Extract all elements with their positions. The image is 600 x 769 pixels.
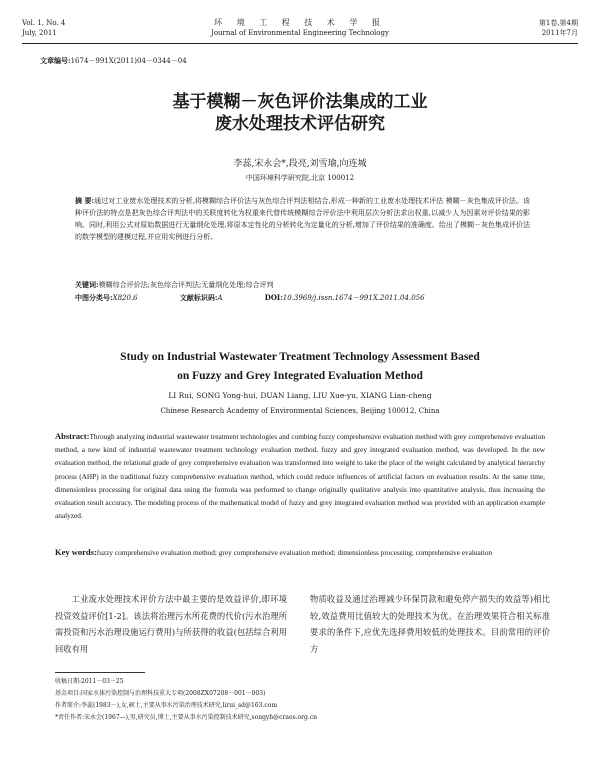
doc-label: 文献标识码:: [179, 293, 218, 302]
abstract-cn: [75, 195, 530, 243]
title-cn-line2: 废水处理技术评估研究: [215, 114, 385, 134]
title-cn-line1: 基于模糊－灰色评价法集成的工业: [172, 92, 428, 112]
header-rule: [22, 43, 578, 44]
authors-cn: 李蕊,宋永会*,段亮,刘雪瑜,向连城: [233, 159, 367, 169]
date-cn: 2011年7月: [541, 29, 578, 37]
keywords-cn-label: 关键词:: [75, 280, 99, 289]
abstract-en-label: Abstract:: [55, 431, 90, 441]
title-en-line2: on Fuzzy and Grey Integrated Evaluation Method: [177, 370, 423, 382]
body-column-right: 物质收益及通过治理减少环保罚款和避免停产损失的效益等)相比较,效益费用比值较大的处理技术为优。在治理效果符合相关标准要求的条件下,应优先选择费用较低的处理技术。目前常用的评价方: [310, 594, 550, 654]
doi: [265, 294, 425, 302]
keywords-en-label: Key words:: [55, 547, 97, 557]
article-number-value: 1674－991X(2011)04－0344－04: [70, 57, 187, 65]
body-column-left: 工业废水处理技术评价方法中最主要的是效益评价,即环境投资效益评价[1-2]。该法将治理污水所花费的代价(污水治理所需投资和污水治理设施运行费用)与所获得的收益(包括综合利用回收有用: [55, 594, 287, 654]
title-en-line1: Study on Industrial Wastewater Treatment Technology Assessment Based: [120, 351, 480, 363]
footnotes: [55, 676, 555, 724]
doc-value: A: [217, 294, 223, 302]
abstract-en-text: Through analyzing industrial wastewater treatment technologies and combing fuzzy comprehensive evaluation method with grey comprehensive evaluation method, a new kind of industrial wastewater treatment technology evaluation method, fuzzy and grey integrated evaluation method, was developed. In the new evaluation method, the relational grade of grey comprehensive evaluation was transformed into weight to take the place of the weight calculated by analytical hierarchy process (AHP) in the traditional fuzzy comprehensive evaluation method, which could reduce influences of artificial factors on evaluation results. At the same time, dimensionless processing for original data using the formula was performed to change originally qualitative analysis into quantitative analysis, thus increasing the evaluation result accuracy. The modeling process of the mathematical model of fuzzy and grey integrated evaluation method was provided with an application example analyzed.: [55, 432, 545, 521]
title-en: [40, 348, 560, 386]
abstract-cn-label: 摘 要:: [75, 196, 95, 205]
doi-label: DOI:: [264, 293, 283, 302]
document-code: [180, 294, 223, 302]
date-en: July, 2011: [22, 29, 57, 37]
footnote-rule: [55, 672, 145, 673]
clc-number: [75, 294, 138, 302]
clc-value: X820.6: [112, 294, 138, 302]
keywords-en-text: fuzzy comprehensive evaluation method; grey comprehensive evaluation method; dimensionless processing; comprehensive evaluation: [96, 548, 493, 557]
keywords-cn-text: 模糊综合评价法;灰色综合评判法;无量纲化处理;综合评判: [98, 281, 274, 289]
classification-cn: [75, 292, 530, 304]
affiliation-en: Chinese Research Academy of Environmental Sciences, Beijing 100012, China: [160, 407, 440, 415]
affiliation-cn: 中国环境科学研究院,北京 100012: [245, 174, 355, 182]
volume-issue-en: Vol. 1, No. 4: [22, 19, 66, 27]
article-number: [40, 56, 187, 66]
journal-name-cn: 环 境 工 程 技 术 学 报: [214, 18, 386, 27]
authors-en: LI Rui, SONG Yong-hui, DUAN Liang, LIU Xue-yu, XIANG Lian-cheng: [168, 391, 432, 400]
keywords-en: [55, 546, 545, 559]
footnote-corresponding: *责任作者:宋永会(1967—),男,研究员,博士,主要从事水污染控制技术研究,songyh@craes.org.cn: [55, 714, 317, 721]
article-number-label: 文章编号:: [40, 56, 71, 65]
doi-value: 10.3969/j.issn.1674－991X.2011.04.056: [282, 294, 425, 302]
running-header-center: [150, 18, 450, 38]
keywords-cn: [75, 279, 530, 291]
abstract-en: [55, 430, 545, 522]
footnote-fund: 基金项目:国家水体污染控制与治理科技重大专项(2008ZX07208－001－003): [55, 690, 266, 697]
journal-name-en: Journal of Environmental Engineering Technology: [211, 29, 389, 37]
title-cn: [60, 91, 540, 135]
footnote-author: 作者简介:李蕊(1983－),女,硕士,主要从事水污染治理技术研究,lirui_sd@163.com: [55, 702, 278, 709]
volume-issue-cn: 第1卷,第4期: [538, 19, 578, 27]
running-header-left: [22, 18, 132, 38]
abstract-cn-text: 通过对工业废水处理技术的分析,将模糊综合评价法与灰色综合评判法相结合,形成一种新的工业废水处理技术评估 模糊－灰色集成评价法。该种评价法的特点是把灰色综合评判法中的关联度转化为权重来代替传统模糊综合评价法中利用层次分析法求出权重,以减少人为因素对评价结果的影响。同时,利用公式对原始数据进行无量纲化处理,将原本定性化的分析转化为定量化的分析,增加了评价结果的准确度。给出了模糊－灰色集成评价法的数学模型的建模过程,并应用实例进行分析。: [75, 197, 530, 241]
footnote-received: 收稿日期:2011－03－25: [55, 678, 124, 685]
clc-label: 中图分类号:: [75, 293, 113, 302]
running-header-right: [468, 18, 578, 38]
